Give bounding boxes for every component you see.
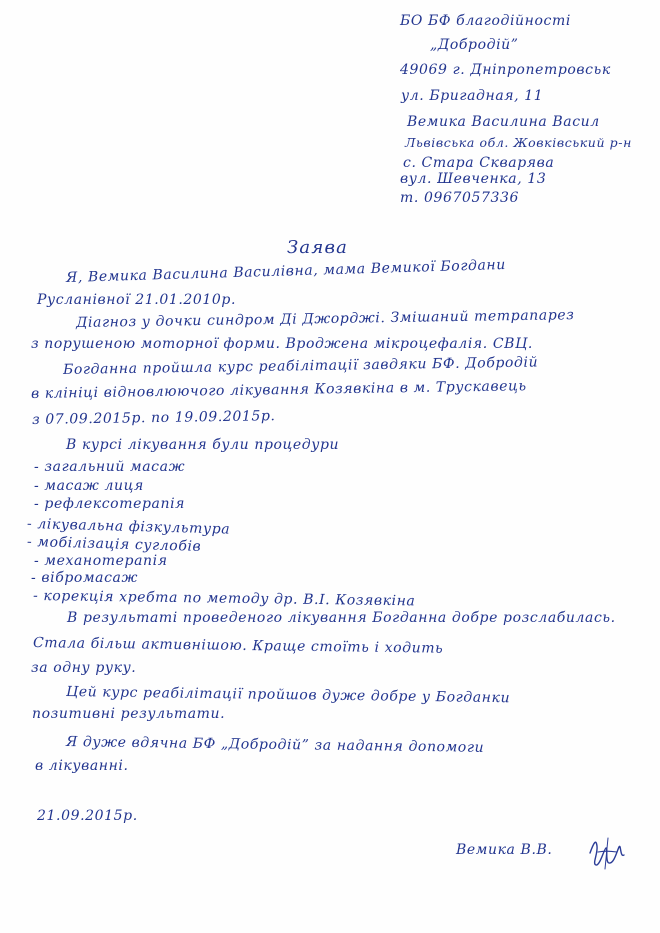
procedure-item-7: - вібромасаж [31, 570, 138, 586]
letter-date: 21.09.2015р. [37, 808, 138, 824]
sender-name-line: Вемика Василина Васил [407, 114, 600, 130]
letter-line-5: Богданна пройшла курс реабілітації завдяки БФ. Добродій [62, 354, 539, 378]
recipient-organization-line-1: БО БФ благодійності [400, 13, 571, 29]
result-line-5: позитивні результати. [32, 706, 226, 722]
letter-line-4: з порушеною моторної форми. Вроджена мікроцефалія. СВЦ. [31, 336, 533, 352]
signatory-name: Вемика В.В. [456, 842, 553, 858]
procedure-item-6: - механотерапія [34, 553, 168, 569]
document-title: Заява [287, 237, 349, 258]
handwritten-signature [586, 834, 628, 872]
result-line-3: за одну руку. [31, 660, 137, 676]
sender-phone-line: т. 0967057336 [400, 190, 520, 206]
sender-house-line: вул. Шевченка, 13 [400, 171, 547, 187]
procedure-item-4: - лікувальна фізкультура [26, 516, 231, 538]
procedure-item-2: - масаж лиця [34, 478, 144, 494]
result-line-1: В результаті проведеного лікування Богданна добре розслабилась. [67, 610, 616, 626]
procedure-item-3: - рефлексотерапія [34, 496, 186, 512]
letter-line-7: з 07.09.2015р. по 19.09.2015р. [31, 408, 276, 428]
letter-line-6: в клініці відновлюючого лікування Козявкіна в м. Трускавець [30, 378, 527, 402]
result-line-2: Стала більш активнішою. Краще стоїть і ходить [32, 635, 444, 657]
procedure-item-5: - мобілізація суглобів [26, 534, 202, 555]
recipient-city-line: 49069 г. Дніпропетровськ [400, 62, 611, 78]
procedure-item-8: - корекція хребта по методу др. В.І. Козявкіна [32, 588, 416, 610]
recipient-street-line: ул. Бригадная, 11 [401, 88, 544, 104]
letter-line-3: Діагноз у дочки синдром Ді Джорджі. Змішаний тетрапарез [75, 307, 575, 331]
sender-village-line: с. Стара Скварява [403, 155, 555, 171]
sender-region-line: Львівська обл. Жовківський р-н [405, 135, 632, 150]
gratitude-line-1: Я дуже вдячна БФ „Добродій” за надання допомоги [65, 734, 485, 756]
gratitude-line-2: в лікуванні. [35, 758, 129, 774]
procedures-heading: В курсі лікування були процедури [66, 437, 340, 453]
letter-line-2: Русланівної 21.01.2010р. [37, 292, 237, 308]
result-line-4: Цей курс реабілітації пройшов дуже добре у Богданки [65, 684, 511, 707]
letter-line-1: Я, Вемика Василина Василівна, мама Вемикої Богдани [65, 256, 507, 286]
recipient-organization-line-2: „Добродій” [430, 37, 519, 53]
procedure-item-1: - загальний масаж [34, 459, 186, 475]
